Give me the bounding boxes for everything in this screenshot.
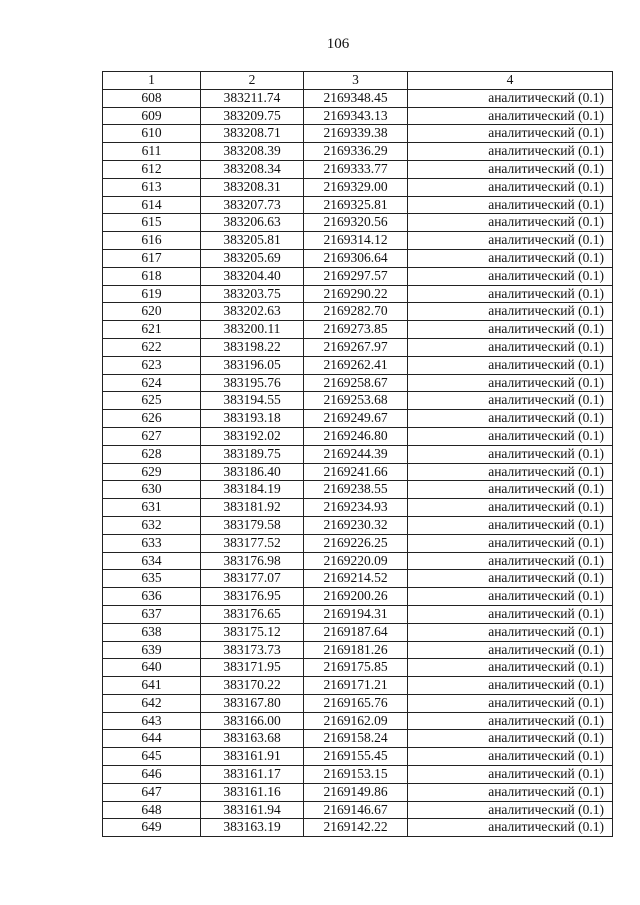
x-coordinate-cell: 383208.71 [201,125,304,143]
y-coordinate-cell: 2169220.09 [304,552,408,570]
x-coordinate-cell: 383161.16 [201,783,304,801]
table-row [103,712,613,730]
column-header: 1 [103,72,201,90]
x-coordinate-cell: 383208.39 [201,143,304,161]
table-row [103,819,613,837]
table-row [103,427,613,445]
method-cell: аналитический (0.1) [408,694,613,712]
point-number-cell: 628 [103,445,201,463]
table-row [103,445,613,463]
y-coordinate-cell: 2169333.77 [304,160,408,178]
method-cell: аналитический (0.1) [408,677,613,695]
point-number-cell: 619 [103,285,201,303]
point-number-cell: 616 [103,232,201,250]
x-coordinate-cell: 383202.63 [201,303,304,321]
point-number-cell: 629 [103,463,201,481]
point-number-cell: 636 [103,588,201,606]
x-coordinate-cell: 383196.05 [201,356,304,374]
table-row [103,623,613,641]
x-coordinate-cell: 383205.69 [201,249,304,267]
point-number-cell: 631 [103,499,201,517]
x-coordinate-cell: 383208.34 [201,160,304,178]
point-number-cell: 643 [103,712,201,730]
point-number-cell: 620 [103,303,201,321]
column-header: 3 [304,72,408,90]
table-row [103,641,613,659]
table-row [103,178,613,196]
method-cell: аналитический (0.1) [408,267,613,285]
y-coordinate-cell: 2169282.70 [304,303,408,321]
method-cell: аналитический (0.1) [408,107,613,125]
table-row [103,214,613,232]
point-number-cell: 645 [103,748,201,766]
table-row [103,481,613,499]
method-cell: аналитический (0.1) [408,783,613,801]
y-coordinate-cell: 2169290.22 [304,285,408,303]
x-coordinate-cell: 383176.95 [201,588,304,606]
y-coordinate-cell: 2169158.24 [304,730,408,748]
table-row [103,160,613,178]
method-cell: аналитический (0.1) [408,160,613,178]
y-coordinate-cell: 2169258.67 [304,374,408,392]
method-cell: аналитический (0.1) [408,588,613,606]
x-coordinate-cell: 383163.68 [201,730,304,748]
point-number-cell: 614 [103,196,201,214]
column-header: 4 [408,72,613,90]
table-row [103,766,613,784]
y-coordinate-cell: 2169200.26 [304,588,408,606]
y-coordinate-cell: 2169230.32 [304,516,408,534]
point-number-cell: 608 [103,89,201,107]
table-row [103,267,613,285]
point-number-cell: 621 [103,321,201,339]
method-cell: аналитический (0.1) [408,427,613,445]
point-number-cell: 618 [103,267,201,285]
y-coordinate-cell: 2169246.80 [304,427,408,445]
method-cell: аналитический (0.1) [408,748,613,766]
table-row [103,552,613,570]
point-number-cell: 632 [103,516,201,534]
method-cell: аналитический (0.1) [408,356,613,374]
method-cell: аналитический (0.1) [408,374,613,392]
table-row [103,730,613,748]
point-number-cell: 623 [103,356,201,374]
point-number-cell: 610 [103,125,201,143]
column-header: 2 [201,72,304,90]
x-coordinate-cell: 383173.73 [201,641,304,659]
method-cell: аналитический (0.1) [408,659,613,677]
table-row [103,534,613,552]
method-cell: аналитический (0.1) [408,570,613,588]
y-coordinate-cell: 2169226.25 [304,534,408,552]
y-coordinate-cell: 2169238.55 [304,481,408,499]
y-coordinate-cell: 2169314.12 [304,232,408,250]
table-row [103,143,613,161]
y-coordinate-cell: 2169336.29 [304,143,408,161]
x-coordinate-cell: 383207.73 [201,196,304,214]
x-coordinate-cell: 383203.75 [201,285,304,303]
point-number-cell: 633 [103,534,201,552]
method-cell: аналитический (0.1) [408,534,613,552]
y-coordinate-cell: 2169153.15 [304,766,408,784]
method-cell: аналитический (0.1) [408,552,613,570]
x-coordinate-cell: 383198.22 [201,338,304,356]
y-coordinate-cell: 2169267.97 [304,338,408,356]
point-number-cell: 609 [103,107,201,125]
table-row [103,232,613,250]
table-row [103,285,613,303]
y-coordinate-cell: 2169194.31 [304,605,408,623]
x-coordinate-cell: 383205.81 [201,232,304,250]
method-cell: аналитический (0.1) [408,730,613,748]
y-coordinate-cell: 2169171.21 [304,677,408,695]
method-cell: аналитический (0.1) [408,321,613,339]
y-coordinate-cell: 2169339.38 [304,125,408,143]
y-coordinate-cell: 2169165.76 [304,694,408,712]
x-coordinate-cell: 383170.22 [201,677,304,695]
point-number-cell: 615 [103,214,201,232]
y-coordinate-cell: 2169262.41 [304,356,408,374]
y-coordinate-cell: 2169320.56 [304,214,408,232]
y-coordinate-cell: 2169175.85 [304,659,408,677]
table-row [103,196,613,214]
y-coordinate-cell: 2169142.22 [304,819,408,837]
table-row [103,374,613,392]
table-row [103,783,613,801]
x-coordinate-cell: 383181.92 [201,499,304,517]
table-row [103,677,613,695]
table-row [103,499,613,517]
table-row [103,125,613,143]
y-coordinate-cell: 2169146.67 [304,801,408,819]
y-coordinate-cell: 2169253.68 [304,392,408,410]
point-number-cell: 626 [103,410,201,428]
point-number-cell: 630 [103,481,201,499]
table-row [103,659,613,677]
point-number-cell: 639 [103,641,201,659]
table-row [103,303,613,321]
point-number-cell: 635 [103,570,201,588]
x-coordinate-cell: 383176.65 [201,605,304,623]
method-cell: аналитический (0.1) [408,196,613,214]
x-coordinate-cell: 383177.07 [201,570,304,588]
y-coordinate-cell: 2169297.57 [304,267,408,285]
y-coordinate-cell: 2169343.13 [304,107,408,125]
x-coordinate-cell: 383200.11 [201,321,304,339]
x-coordinate-cell: 383163.19 [201,819,304,837]
method-cell: аналитический (0.1) [408,285,613,303]
y-coordinate-cell: 2169234.93 [304,499,408,517]
point-number-cell: 622 [103,338,201,356]
y-coordinate-cell: 2169306.64 [304,249,408,267]
method-cell: аналитический (0.1) [408,232,613,250]
table-row [103,516,613,534]
table-row [103,748,613,766]
point-number-cell: 638 [103,623,201,641]
point-number-cell: 641 [103,677,201,695]
x-coordinate-cell: 383211.74 [201,89,304,107]
y-coordinate-cell: 2169149.86 [304,783,408,801]
table-row [103,694,613,712]
point-number-cell: 625 [103,392,201,410]
table-row [103,356,613,374]
table-row [103,570,613,588]
x-coordinate-cell: 383189.75 [201,445,304,463]
table-row [103,392,613,410]
point-number-cell: 612 [103,160,201,178]
method-cell: аналитический (0.1) [408,605,613,623]
method-cell: аналитический (0.1) [408,338,613,356]
table-row [103,89,613,107]
table-row [103,588,613,606]
coordinates-table [102,71,613,837]
table-row [103,321,613,339]
y-coordinate-cell: 2169244.39 [304,445,408,463]
method-cell: аналитический (0.1) [408,89,613,107]
y-coordinate-cell: 2169162.09 [304,712,408,730]
method-cell: аналитический (0.1) [408,125,613,143]
method-cell: аналитический (0.1) [408,463,613,481]
x-coordinate-cell: 383206.63 [201,214,304,232]
y-coordinate-cell: 2169329.00 [304,178,408,196]
method-cell: аналитический (0.1) [408,178,613,196]
x-coordinate-cell: 383175.12 [201,623,304,641]
method-cell: аналитический (0.1) [408,641,613,659]
method-cell: аналитический (0.1) [408,214,613,232]
table-header-row [103,72,613,90]
method-cell: аналитический (0.1) [408,801,613,819]
method-cell: аналитический (0.1) [408,481,613,499]
point-number-cell: 613 [103,178,201,196]
method-cell: аналитический (0.1) [408,303,613,321]
x-coordinate-cell: 383194.55 [201,392,304,410]
method-cell: аналитический (0.1) [408,516,613,534]
y-coordinate-cell: 2169325.81 [304,196,408,214]
point-number-cell: 634 [103,552,201,570]
y-coordinate-cell: 2169348.45 [304,89,408,107]
table-row [103,605,613,623]
table-row [103,107,613,125]
x-coordinate-cell: 383184.19 [201,481,304,499]
point-number-cell: 647 [103,783,201,801]
method-cell: аналитический (0.1) [408,143,613,161]
x-coordinate-cell: 383193.18 [201,410,304,428]
method-cell: аналитический (0.1) [408,499,613,517]
table-row [103,410,613,428]
point-number-cell: 624 [103,374,201,392]
x-coordinate-cell: 383209.75 [201,107,304,125]
point-number-cell: 642 [103,694,201,712]
point-number-cell: 649 [103,819,201,837]
x-coordinate-cell: 383161.17 [201,766,304,784]
y-coordinate-cell: 2169155.45 [304,748,408,766]
table-row [103,249,613,267]
x-coordinate-cell: 383186.40 [201,463,304,481]
method-cell: аналитический (0.1) [408,249,613,267]
x-coordinate-cell: 383208.31 [201,178,304,196]
method-cell: аналитический (0.1) [408,445,613,463]
x-coordinate-cell: 383204.40 [201,267,304,285]
x-coordinate-cell: 383192.02 [201,427,304,445]
y-coordinate-cell: 2169181.26 [304,641,408,659]
point-number-cell: 627 [103,427,201,445]
point-number-cell: 648 [103,801,201,819]
x-coordinate-cell: 383179.58 [201,516,304,534]
point-number-cell: 617 [103,249,201,267]
point-number-cell: 646 [103,766,201,784]
y-coordinate-cell: 2169241.66 [304,463,408,481]
table-row [103,801,613,819]
y-coordinate-cell: 2169187.64 [304,623,408,641]
y-coordinate-cell: 2169214.52 [304,570,408,588]
method-cell: аналитический (0.1) [408,819,613,837]
point-number-cell: 644 [103,730,201,748]
method-cell: аналитический (0.1) [408,766,613,784]
y-coordinate-cell: 2169249.67 [304,410,408,428]
method-cell: аналитический (0.1) [408,410,613,428]
y-coordinate-cell: 2169273.85 [304,321,408,339]
point-number-cell: 611 [103,143,201,161]
x-coordinate-cell: 383177.52 [201,534,304,552]
point-number-cell: 637 [103,605,201,623]
point-number-cell: 640 [103,659,201,677]
x-coordinate-cell: 383176.98 [201,552,304,570]
table-body [103,89,613,836]
x-coordinate-cell: 383171.95 [201,659,304,677]
table-row [103,463,613,481]
x-coordinate-cell: 383167.80 [201,694,304,712]
x-coordinate-cell: 383161.91 [201,748,304,766]
x-coordinate-cell: 383161.94 [201,801,304,819]
x-coordinate-cell: 383195.76 [201,374,304,392]
method-cell: аналитический (0.1) [408,623,613,641]
table-row [103,338,613,356]
method-cell: аналитический (0.1) [408,712,613,730]
method-cell: аналитический (0.1) [408,392,613,410]
x-coordinate-cell: 383166.00 [201,712,304,730]
page-number: 106 [326,36,350,52]
